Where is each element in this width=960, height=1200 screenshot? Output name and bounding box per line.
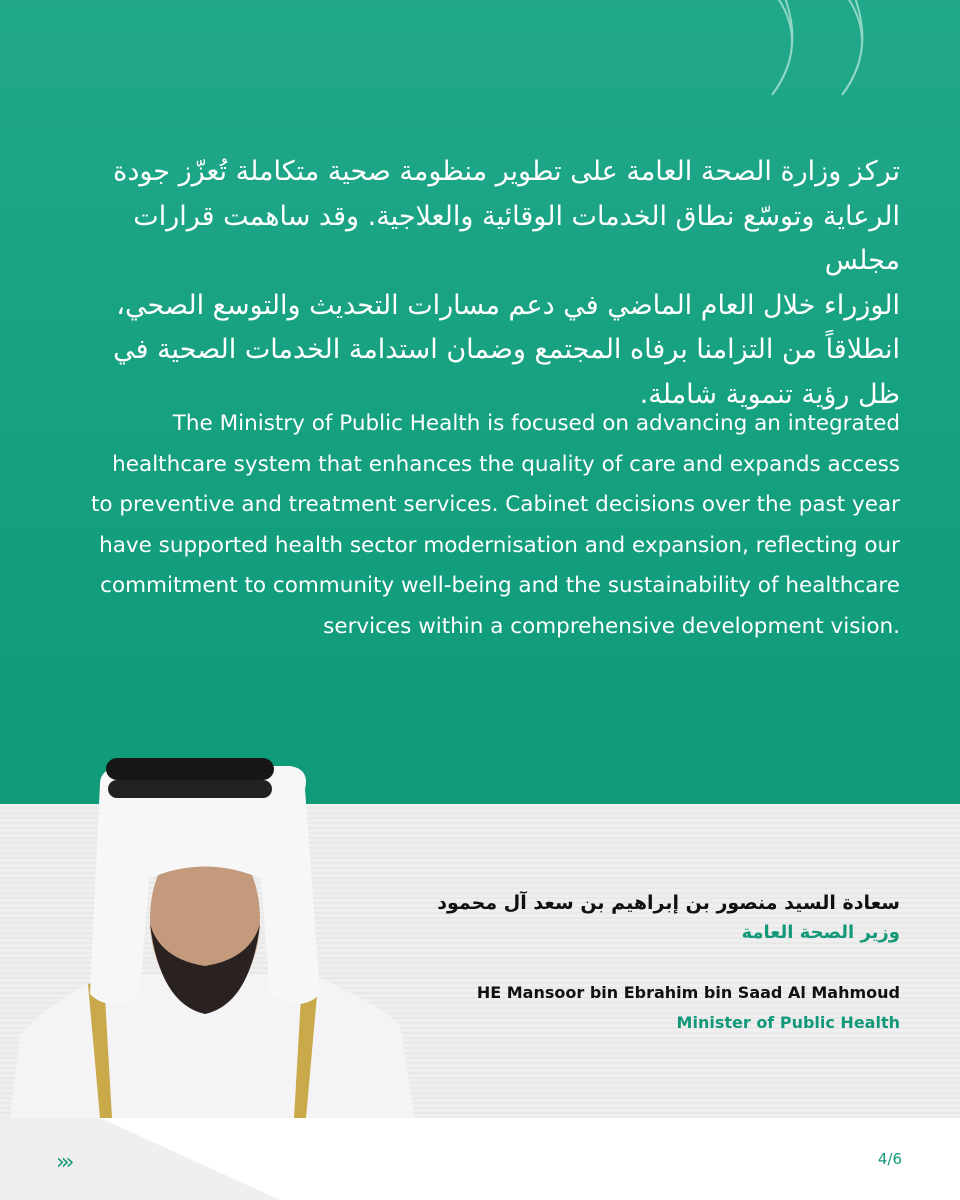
speaker-portrait: [0, 744, 420, 1118]
english-line: services within a comprehensive development vision.: [323, 613, 900, 639]
quote-mark-icon: [752, 0, 902, 110]
footer-accent: [0, 1118, 100, 1200]
speaker-title-arabic: وزير الصحة العامة: [741, 922, 900, 943]
english-line: commitment to community well-being and the sustainability of healthcare: [100, 573, 900, 598]
speaker-name-arabic: سعادة السيد منصور بن إبراهيم بن سعد آل محمود: [437, 892, 900, 914]
arabic-line: تركز وزارة الصحة العامة على تطوير منظومة صحية متكاملة تُعزّز جودة: [113, 156, 900, 187]
english-line: have supported health sector modernisation and expansion, reflecting our: [99, 532, 900, 558]
next-arrows-icon[interactable]: ›››: [56, 1150, 71, 1175]
speaker-info: [437, 888, 900, 1038]
arabic-paragraph: [60, 150, 900, 417]
arabic-line: انطلاقاً من التزامنا برفاه المجتمع وضمان استدامة الخدمات الصحية في: [113, 334, 900, 365]
english-paragraph: [40, 404, 900, 647]
speaker-name-english: HE Mansoor bin Ebrahim bin Saad Al Mahmoud: [476, 983, 900, 1002]
english-line: healthcare system that enhances the quality of care and expands access: [112, 451, 900, 477]
arabic-line: ظل رؤية تنموية شاملة.: [639, 378, 900, 410]
speaker-title-english: Minister of Public Health: [676, 1013, 900, 1032]
page-indicator: 4/6: [877, 1150, 902, 1168]
footer-accent-diagonal: [100, 1118, 280, 1200]
arabic-line: الوزراء خلال العام الماضي في دعم مسارات التحديث والتوسع الصحي،: [116, 289, 900, 321]
arabic-line: الرعاية وتوسّع نطاق الخدمات الوقائية والعلاجية. وقد ساهمت قرارات مجلس: [133, 200, 900, 276]
english-line: to preventive and treatment services. Cabinet decisions over the past year: [90, 492, 900, 517]
english-line: The Ministry of Public Health is focused on advancing an integrated: [172, 411, 900, 436]
